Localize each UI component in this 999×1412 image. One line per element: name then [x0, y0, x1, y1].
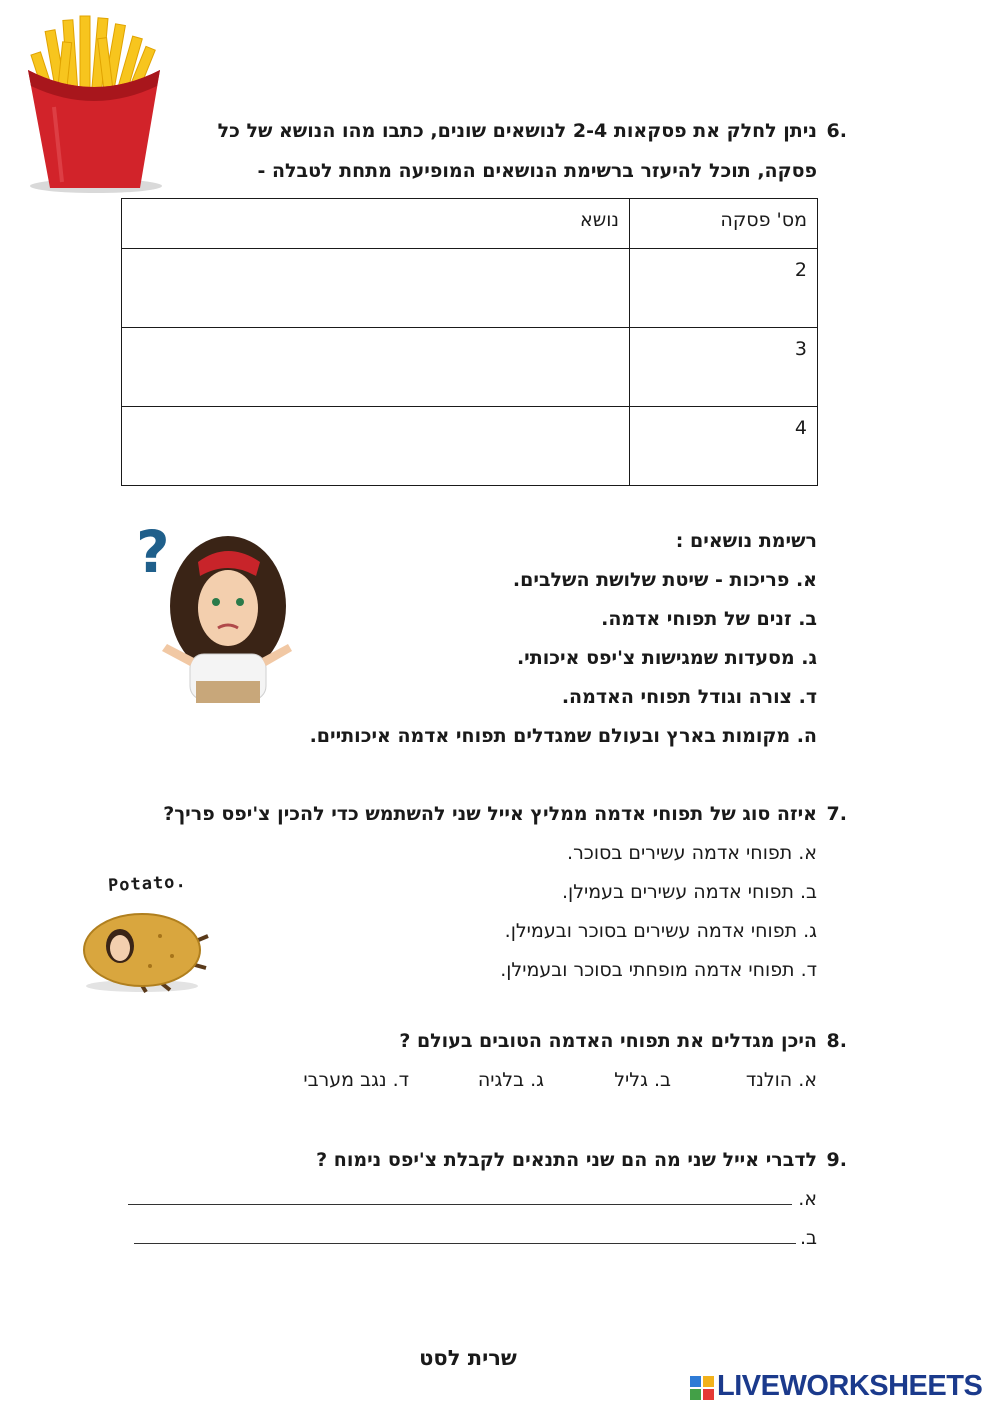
author-name: שרית לסט: [419, 1346, 517, 1370]
liveworksheets-logo[interactable]: [690, 1370, 990, 1404]
q7-option-b[interactable]: ב. תפוחי אדמה עשירים בעמילן.: [562, 881, 817, 903]
topics-title: רשימת נושאים :: [675, 530, 817, 552]
question-7: [127, 803, 847, 831]
q7-option-d[interactable]: ד. תפוחי אדמה מופחתי בסוכר ובעמילן.: [500, 959, 817, 981]
potato-image: [80, 906, 220, 996]
question-8-number: .8: [826, 1030, 847, 1052]
topic-item: ב. זנים של תפוחי אדמה.: [601, 608, 817, 630]
topic-item: א. פריכות - שיטת שלושת השלבים.: [512, 569, 817, 591]
liveworksheets-logo-text: LIVEWORKSHEETS: [717, 1370, 983, 1402]
question-6: [147, 120, 847, 148]
table-row-paragraph: 3: [630, 328, 818, 407]
table-header-paragraph: מס' פסקה: [630, 199, 818, 249]
q9-answer-b-input[interactable]: [134, 1229, 796, 1244]
table-row-topic-input[interactable]: [122, 407, 630, 486]
french-fries-image: [14, 12, 174, 194]
topic-item: ה. מקומות בארץ ובעולם שמגדלים תפוחי אדמה איכותיים.: [309, 725, 817, 747]
topic-item: ג. מסעדות שמגישות צ'יפס איכותי.: [516, 647, 817, 669]
svg-text:?: ?: [136, 518, 170, 586]
question-6-line-1: ניתן לחלק את פסקאות 2-4 לנושאים שונים, כתבו מהו הנושא של כל: [217, 120, 817, 142]
q8-option-b[interactable]: ב. גליל: [614, 1069, 671, 1091]
table-row-topic-input[interactable]: [122, 328, 630, 407]
table-row-topic-input[interactable]: [122, 249, 630, 328]
table-row-paragraph: 2: [630, 249, 818, 328]
table-header-topic: נושא: [122, 199, 630, 249]
question-6-line-2: פסקה, תוכל להיעזר ברשימת הנושאים המופיעה מתחת לטבלה -: [257, 160, 817, 182]
question-7-number: .7: [826, 803, 847, 825]
question-7-text: איזה סוג של תפוחי אדמה ממליץ אייל שני להשתמש כדי להכין צ'יפס פריך?: [163, 803, 817, 825]
q8-option-c[interactable]: ג. בלגיה: [477, 1069, 544, 1091]
table-row-paragraph: 4: [630, 407, 818, 486]
q8-option-a[interactable]: א. הולנד: [745, 1069, 817, 1091]
q9-answer-a-input[interactable]: [128, 1190, 792, 1205]
question-6-number: .6: [826, 120, 847, 142]
thinking-girl-image: [132, 516, 292, 706]
question-9-number: .9: [826, 1149, 847, 1171]
q7-option-a[interactable]: א. תפוחי אדמה עשירים בסוכר.: [567, 842, 817, 864]
topic-item: ד. צורה וגודל תפוחי האדמה.: [561, 686, 817, 708]
q7-option-c[interactable]: ג. תפוחי אדמה עשירים בסוכר ובעמילן.: [504, 920, 817, 942]
topics-table: [121, 198, 818, 486]
question-9: [307, 1149, 847, 1177]
question-9-text: לדברי אייל שני מה הם שני התנאים לקבלת צ'יפס נימוח ?: [316, 1149, 817, 1171]
potato-label: Potato.: [107, 871, 188, 897]
q9-answer-a-label: א.: [798, 1188, 817, 1210]
question-8: [367, 1030, 847, 1058]
question-8-text: היכן מגדלים את תפוחי האדמה הטובים בעולם ?: [399, 1030, 817, 1052]
liveworksheets-logo-icon: [690, 1376, 714, 1400]
q9-answer-b-label: ב.: [799, 1227, 817, 1249]
q8-option-d[interactable]: ד. נגב מערבי: [303, 1069, 409, 1091]
